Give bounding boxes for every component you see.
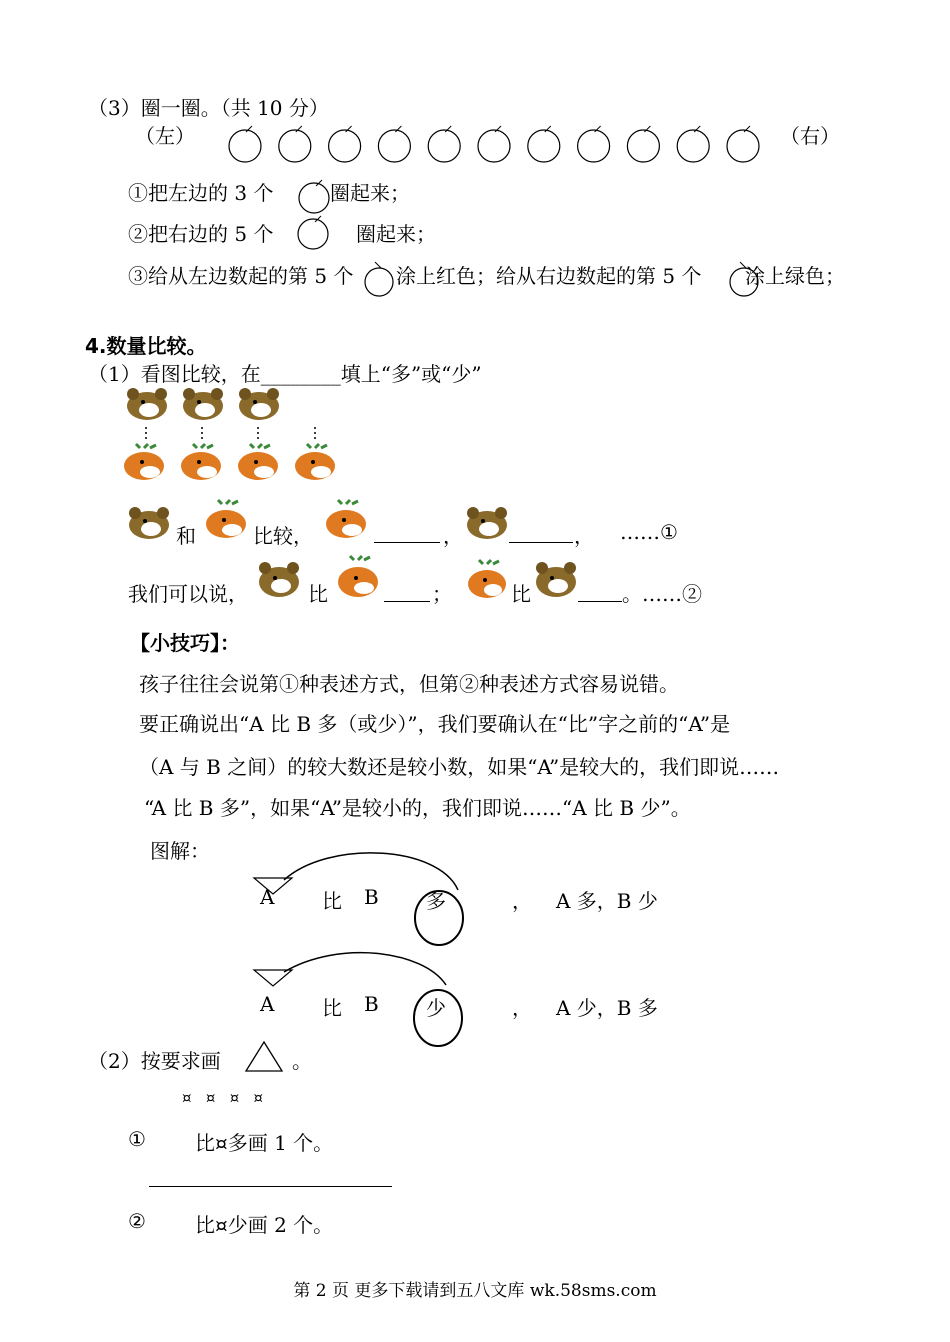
item3-text-end: 涂上绿色； bbox=[745, 264, 845, 288]
apple-icon bbox=[578, 126, 610, 162]
comma: ， bbox=[443, 524, 463, 548]
section4-title: 4.数量比较。 bbox=[85, 334, 207, 358]
diag1-comma: ， bbox=[512, 889, 532, 913]
apple-icon bbox=[378, 126, 410, 162]
apple-icon bbox=[627, 126, 659, 162]
draw-line[interactable] bbox=[149, 1186, 392, 1187]
left-label: （左） bbox=[135, 124, 195, 148]
answer-blank[interactable] bbox=[578, 583, 622, 606]
row1-end: ……① bbox=[620, 520, 678, 544]
bi-text-2: 比 bbox=[511, 582, 531, 606]
deer-icon bbox=[238, 444, 278, 480]
tips-title: 【小技巧】： bbox=[130, 631, 240, 655]
sub1-heading bbox=[88, 358, 482, 387]
page-footer: 第 2 页 更多下载请到五八文库 wk.58sms.com bbox=[293, 1281, 657, 1301]
apple-icon bbox=[298, 180, 334, 216]
item1-draw-text: 比¤多画 1 个。 bbox=[195, 1131, 334, 1155]
dotted-connectors bbox=[140, 426, 360, 446]
row2-sep: ； bbox=[432, 582, 452, 606]
bi-text: 比 bbox=[308, 582, 328, 606]
item3-text: ③给从左边数起的第 5 个 bbox=[128, 264, 354, 288]
deer-icon bbox=[202, 500, 252, 544]
deer-icon bbox=[124, 444, 164, 480]
deer-icon bbox=[334, 556, 384, 602]
item1-num: ① bbox=[128, 1127, 146, 1151]
item3-text-mid: 涂上红色；给从右边数起的第 5 个 bbox=[396, 264, 702, 288]
answer-blank[interactable] bbox=[509, 524, 573, 547]
bear-icon bbox=[239, 388, 279, 420]
symbol-row: ¤ ¤ ¤ ¤ bbox=[182, 1089, 264, 1107]
answer-blank[interactable] bbox=[374, 524, 440, 547]
apple-icon bbox=[297, 216, 333, 252]
deer-icon bbox=[463, 560, 511, 602]
bear-icon bbox=[127, 388, 167, 420]
bear-icon bbox=[183, 388, 223, 420]
diag2-word: 少 bbox=[426, 996, 446, 1020]
apple-icon bbox=[428, 126, 460, 162]
item2-text-end: 圈起来； bbox=[356, 222, 436, 246]
tips-line1: 孩子往往会说第①种表述方式，但第②种表述方式容易说错。 bbox=[139, 672, 679, 696]
diag1-bi: 比 bbox=[322, 889, 342, 913]
deer-row bbox=[120, 444, 360, 488]
diag2-comma: ， bbox=[512, 996, 532, 1020]
item2-draw-text: 比¤少画 2 个。 bbox=[195, 1213, 334, 1237]
comma: ， bbox=[574, 524, 594, 548]
compare-text: 比较， bbox=[253, 524, 313, 548]
diagram-label: 图解： bbox=[150, 839, 210, 863]
triangle-icon bbox=[245, 1040, 285, 1074]
tips-line4: “A 比 B 多”，如果“A”是较小的，我们即说……“A 比 B 少”。 bbox=[144, 796, 691, 820]
diag1-a: A bbox=[260, 885, 275, 909]
item1-text-end: 圈起来； bbox=[330, 181, 410, 205]
apple-icon bbox=[727, 126, 759, 162]
deer-icon bbox=[181, 444, 221, 480]
and-text: 和 bbox=[176, 524, 196, 548]
apple-icon bbox=[677, 126, 709, 162]
bear-icon bbox=[127, 507, 173, 543]
item2-num: ② bbox=[128, 1209, 146, 1233]
deer-icon bbox=[322, 500, 372, 544]
sub2-heading: （2）按要求画 bbox=[88, 1049, 221, 1073]
sub2-heading-end: 。 bbox=[292, 1049, 312, 1073]
diag2-bi: 比 bbox=[322, 996, 342, 1020]
diag2-result: A 少，B 多 bbox=[556, 996, 658, 1020]
deer-icon bbox=[295, 444, 335, 480]
diag2-a: A bbox=[260, 992, 275, 1016]
bear-icon bbox=[534, 562, 580, 602]
section3-heading: （3）圈一圈。（共 10 分） bbox=[88, 96, 329, 120]
apple-icon bbox=[229, 126, 261, 162]
row2-end: 。……② bbox=[622, 582, 702, 606]
tips-line3: （A 与 B 之间）的较大数还是较小数，如果“A”是较大的，我们即说…… bbox=[139, 755, 780, 779]
bear-icon bbox=[257, 562, 303, 602]
apple-icon bbox=[528, 126, 560, 162]
diag1-b: B bbox=[364, 885, 379, 909]
apple-icon bbox=[329, 126, 361, 162]
bear-row bbox=[125, 388, 305, 428]
bear-icon bbox=[465, 507, 511, 543]
row2-start: 我们可以说， bbox=[128, 582, 248, 606]
apple-icon bbox=[279, 126, 311, 162]
right-label: （右） bbox=[780, 124, 840, 148]
sub1-text: （1）看图比较，在________填上“多”或“少” bbox=[88, 362, 482, 386]
diag2-b: B bbox=[364, 992, 379, 1016]
apple-row bbox=[220, 118, 780, 168]
diag1-result: A 多，B 少 bbox=[556, 889, 658, 913]
item2-text: ②把右边的 5 个 bbox=[128, 222, 274, 246]
item1-text: ①把左边的 3 个 bbox=[128, 181, 274, 205]
apple-icon bbox=[478, 126, 510, 162]
answer-blank[interactable] bbox=[384, 583, 430, 606]
tips-line2: 要正确说出“A 比 B 多（或少）”，我们要确认在“比”字之前的“A”是 bbox=[139, 712, 731, 736]
apple-icon bbox=[363, 264, 399, 300]
diag1-word: 多 bbox=[426, 889, 446, 913]
